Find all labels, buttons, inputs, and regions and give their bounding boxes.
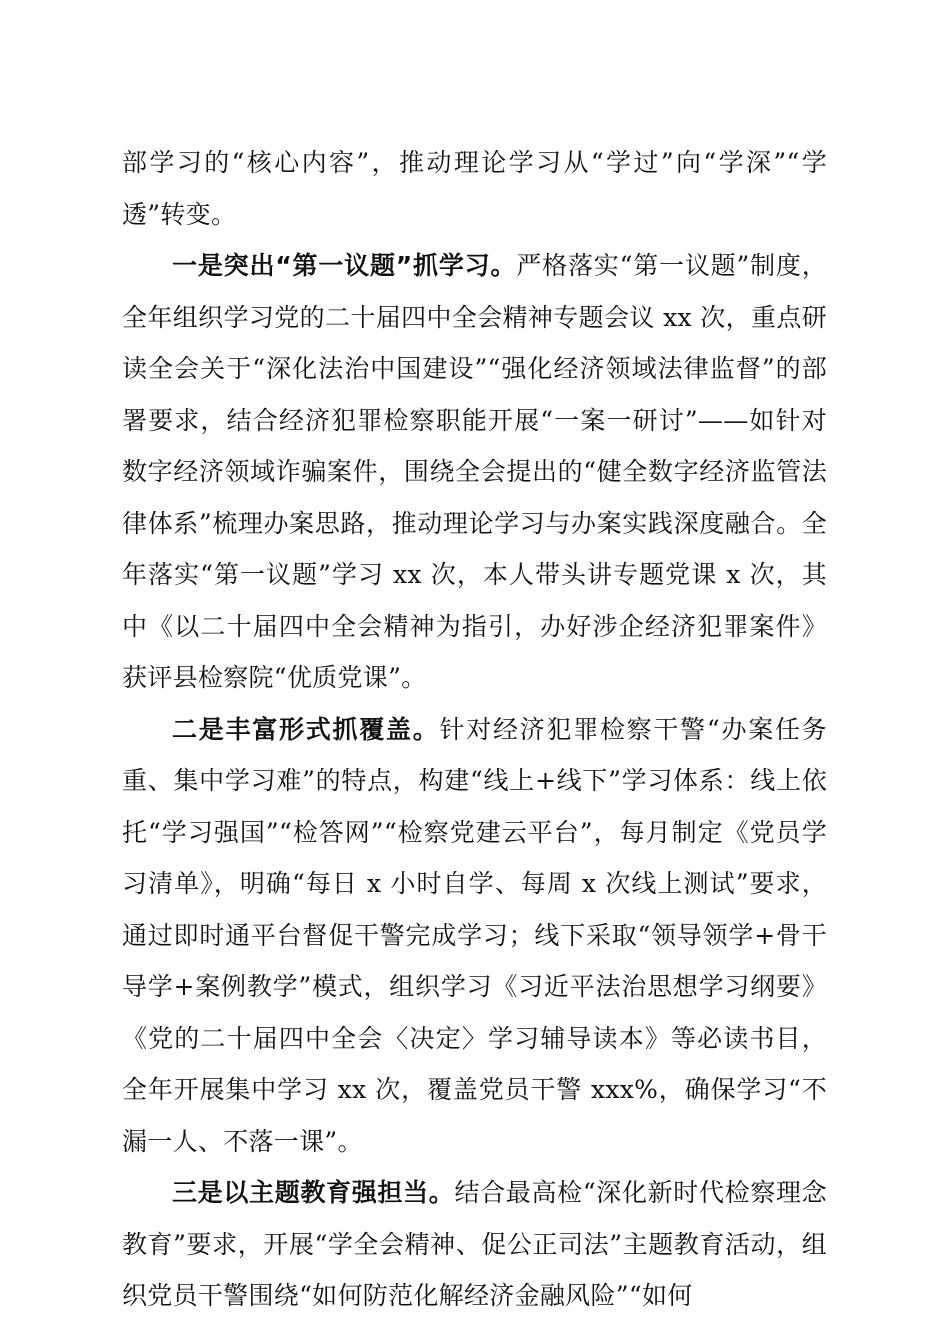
paragraph-continuation [122, 137, 827, 240]
paragraph-theme-education [122, 1167, 827, 1322]
document-body [122, 137, 827, 1322]
paragraph-text: 部学习的“核心内容”，推动理论学习从“学过”向“学深”“学透”转变。 [122, 148, 827, 229]
paragraph-lead: 二是丰富形式抓覆盖。 [172, 714, 440, 744]
paragraph-text: 结合最高检“深化新时代检察理念教育”要求，开展“学全会精神、促公正司法”主题教育活动，组织党员干警围绕“如何防范化解经济金融风险”“如何 [122, 1178, 827, 1310]
paragraph-lead: 三是以主题教育强担当。 [172, 1178, 455, 1207]
paragraph-lead: 一是突出“第一议题”抓学习。 [172, 251, 517, 280]
paragraph-text: 严格落实“第一议题”制度，全年组织学习党的二十届四中全会精神专题会议 xx 次，重点研读全会关于“深化法治中国建设”“强化经济领域法律监督”的部署要求，结合经济犯罪检察职能开展“一案一研讨”——如针对数字经济领域诈骗案件，围绕全会提出的“健全数字经济监管法律体系”梳理办案思路，推动理论学习与办案实践深度融合。全年落实“第一议题”学习 xx 次，本人带头讲专题党课 x 次，其中《以二十届四中全会精神为指引，办好涉企经济犯罪案件》获评县检察院“优质党课”。 [122, 251, 828, 692]
paragraph-text: 针对经济犯罪检察干警“办案任务重、集中学习难”的特点，构建“线上+线下”学习体系：线上依托“学习强国”“检答网”“检察党建云平台”，每月制定《党员学习清单》，明确“每日 x 小时自学、每周 x 次线上测试”要求，通过即时通平台督促干警完成学习；线下采取“领导领学+骨干导学+案例教学”模式，组织学习《习近平法治思想学习纲要》《党的二十届四中全会〈决定〉学习辅导读本》等必读书目，全年开展集中学习 xx 次，覆盖党员干警 xxx%，确保学习“不漏一人、不落一课”。 [122, 714, 827, 1156]
paragraph-first-agenda [122, 240, 827, 704]
paragraph-coverage [122, 704, 827, 1168]
